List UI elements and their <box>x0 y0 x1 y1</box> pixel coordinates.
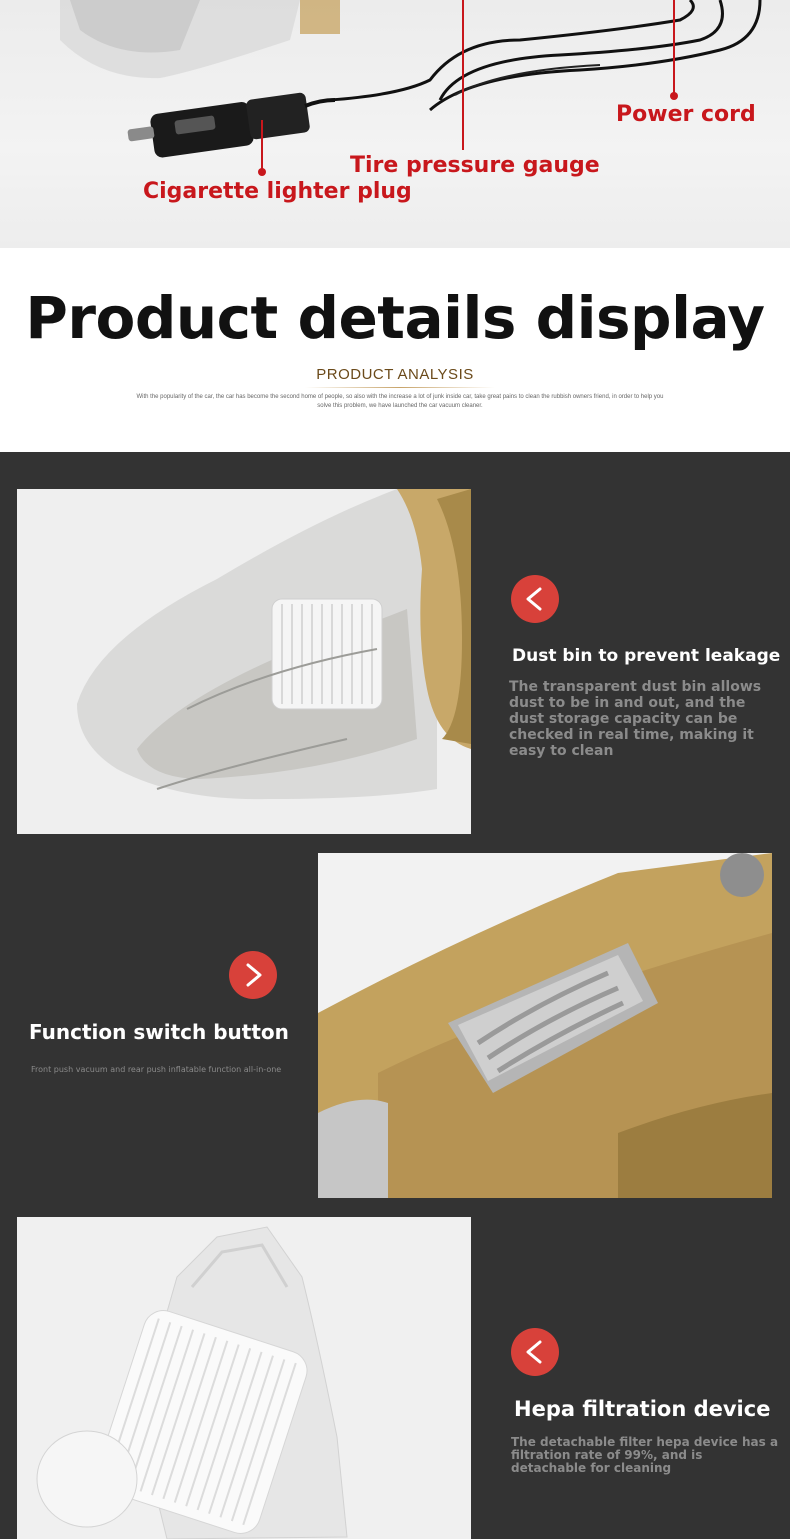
hero-product-photo <box>0 0 790 248</box>
power-cord-label: Power cord <box>616 102 756 127</box>
chevron-right-icon <box>229 951 277 999</box>
cigarette-lighter-plug-label: Cigarette lighter plug <box>143 179 412 204</box>
feature-title-function-switch: Function switch button <box>29 1020 289 1044</box>
prev-arrow-button-2[interactable] <box>511 1328 559 1376</box>
section-description: With the popularity of the car, the car has become the second home of people, so also with the increase a lot of junk inside car, take great pains to clean the rubbish owners friend, in order to help you solve this problem, we have launched the car vacuum cleaner. <box>136 394 664 409</box>
next-arrow-button[interactable] <box>229 951 277 999</box>
subtitle-underline <box>305 387 495 388</box>
feature-title-hepa: Hepa filtration device <box>514 1397 771 1421</box>
feature-title-dust-bin: Dust bin to prevent leakage <box>512 646 781 666</box>
tire-pressure-gauge-label: Tire pressure gauge <box>350 153 600 178</box>
section-subtitle: PRODUCT ANALYSIS <box>316 366 474 383</box>
chevron-left-icon <box>511 1328 559 1376</box>
page-title: Product details display <box>25 284 765 352</box>
prev-arrow-button[interactable] <box>511 575 559 623</box>
feature-description-dust-bin: The transparent dust bin allows dust to be in and out, and the dust storage capacity can be checked in real time, making it easy to clean <box>509 679 762 759</box>
section-heading <box>0 248 790 452</box>
feature-description-hepa: The detachable filter hepa device has a filtration rate of 99%, and is detachable for cleaning <box>511 1435 779 1475</box>
hepa-filter-photo <box>17 1217 471 1539</box>
feature-description-function-switch: Front push vacuum and rear push inflatable function all-in-one <box>31 1065 282 1074</box>
function-switch-photo <box>318 853 772 1198</box>
chevron-left-icon <box>511 575 559 623</box>
dust-bin-photo <box>17 489 471 834</box>
